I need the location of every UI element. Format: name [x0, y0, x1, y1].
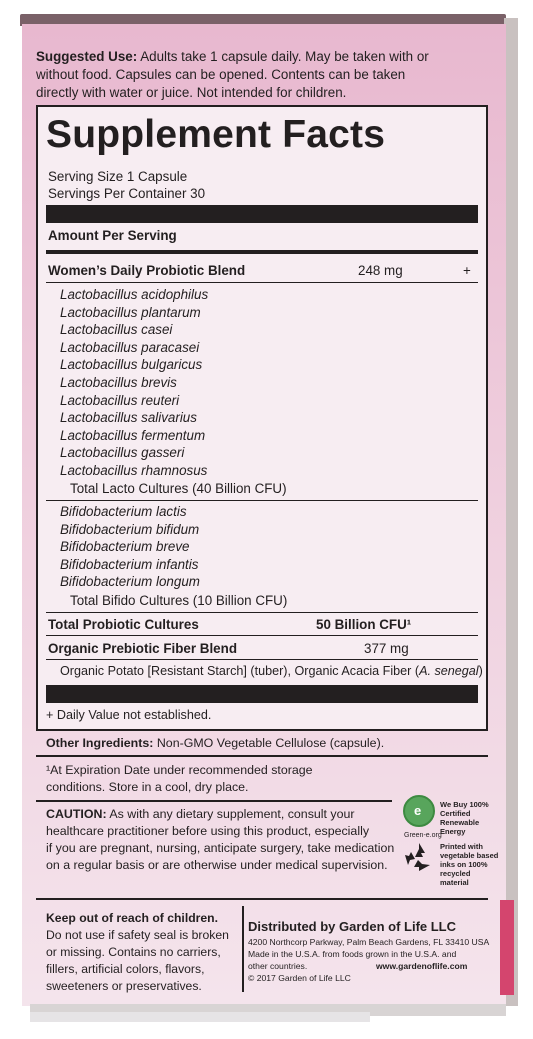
rule [46, 282, 478, 283]
keep-out-line3: fillers, artificial colors, flavors, [46, 962, 205, 976]
keep-out [46, 910, 238, 995]
amount-per-serving: Amount Per Serving [48, 228, 177, 243]
divider [36, 755, 488, 757]
caution [46, 806, 398, 874]
strain-item: Lactobacillus acidophilus [60, 287, 209, 302]
distributor [248, 918, 498, 984]
thick-rule-bottom [46, 685, 478, 703]
prebiotic-desc-end: ) [478, 664, 483, 678]
box-side-accent [500, 900, 514, 995]
suggested-use-text1: Adults take 1 capsule daily. May be taken with or [140, 49, 429, 64]
prebiotic-amount: 377 mg [364, 641, 409, 656]
suggested-use-label: Suggested Use: [36, 49, 138, 64]
suggested-use-text3: directly with water or juice. Not intended for children. [36, 85, 347, 100]
strain-item: Lactobacillus brevis [60, 375, 177, 390]
strain-item: Lactobacillus paracasei [60, 339, 200, 355]
leaf-icon: e [414, 803, 422, 818]
keep-out-line4: sweeteners or preservatives. [46, 979, 202, 993]
green-e-logo [403, 795, 435, 827]
supplement-facts-title: Supplement Facts [46, 113, 386, 156]
daily-value-note: + Daily Value not established. [46, 708, 212, 722]
distributor-address: 4200 Northcorp Parkway, Palm Beach Gardens, FL 33410 USA [248, 937, 490, 947]
rule [46, 612, 478, 613]
other-ingredients [46, 735, 486, 752]
distributor-heading: Distributed by Garden of Life LLC [248, 919, 457, 934]
prebiotic-desc-italic: A. senegal [419, 664, 479, 678]
divider [36, 800, 392, 802]
caution-label: CAUTION: [46, 807, 107, 821]
strain-item: Bifidobacterium breve [60, 539, 190, 555]
distributor-copyright: © 2017 Garden of Life LLC [248, 973, 351, 983]
strain-item: Bifidobacterium longum [60, 574, 200, 590]
box-side-edge [504, 18, 518, 1006]
recycle-text: Printed with vegetable based inks on 100% recycled material [440, 842, 499, 887]
expiration-line2: conditions. Store in a cool, dry place. [46, 780, 249, 794]
distributor-website[interactable]: www.gardenoflife.com [376, 961, 468, 971]
expiration-note [46, 762, 486, 796]
suggested-use [36, 48, 486, 102]
blend-plus: + [463, 263, 471, 278]
recycle-icon [402, 840, 436, 874]
suggested-use-text2: without food. Capsules can be opened. Contents can be taken [36, 67, 406, 82]
total-probiotic-amount: 50 Billion CFU¹ [316, 617, 412, 632]
total-lacto: Total Lacto Cultures (40 Billion CFU) [70, 481, 287, 496]
strain-item: Lactobacillus bulgaricus [60, 357, 203, 373]
total-bifido: Total Bifido Cultures (10 Billion CFU) [70, 593, 288, 608]
strain-item: Lactobacillus casei [60, 322, 173, 338]
medium-rule [46, 250, 478, 254]
strain-item: Lactobacillus reuteri [60, 392, 180, 408]
prebiotic-desc-text: Organic Potato [Resistant Starch] (tuber), Organic Acacia Fiber ( [60, 664, 420, 678]
green-e-text: We Buy 100% Certified Renewable Energy [440, 800, 489, 836]
distributor-made2-row [248, 960, 498, 972]
caution-line3: if you are pregnant, nursing, anticipate surgery, take medication [46, 841, 395, 855]
keep-out-line2: or missing. Contains no carriers, [46, 945, 221, 959]
strain-item: Lactobacillus fermentum [60, 427, 206, 443]
keep-out-heading: Keep out of reach of children. [46, 911, 218, 925]
strain-item: Lactobacillus salivarius [60, 410, 197, 426]
other-ingredients-text: Non-GMO Vegetable Cellulose (capsule). [156, 736, 385, 750]
prebiotic-desc [60, 664, 483, 678]
rule [46, 659, 478, 660]
distributor-made1: Made in the U.S.A. from foods grown in the U.S.A. and [248, 949, 457, 959]
blend-amount: 248 mg [358, 263, 403, 278]
strain-item: Bifidobacterium lactis [60, 504, 187, 519]
rule [46, 500, 478, 501]
rule [46, 635, 478, 636]
keep-out-line1: Do not use if safety seal is broken [46, 928, 229, 942]
blend-name: Women’s Daily Probiotic Blend [48, 263, 246, 278]
strain-item: Bifidobacterium infantis [60, 556, 199, 572]
strain-item: Lactobacillus rhamnosus [60, 463, 208, 478]
serving-size: Serving Size 1 Capsule [48, 169, 188, 184]
servings-per-container: Servings Per Container 30 [48, 186, 206, 201]
prebiotic-name: Organic Prebiotic Fiber Blend [48, 641, 237, 656]
strain-item: Lactobacillus plantarum [60, 304, 201, 320]
supplement-facts-panel [36, 105, 488, 731]
thick-rule-top [46, 205, 478, 223]
other-ingredients-label: Other Ingredients: [46, 736, 154, 750]
caution-line1: As with any dietary supplement, consult your [109, 807, 355, 821]
green-e-site: Green-e.org [404, 832, 442, 839]
expiration-line1: ¹At Expiration Date under recommended storage [46, 763, 313, 777]
strain-item: Lactobacillus gasseri [60, 445, 185, 461]
distributor-made2: other countries. [248, 961, 308, 971]
total-probiotic: Total Probiotic Cultures [48, 617, 199, 632]
divider [36, 898, 488, 900]
box-bottom-flap [30, 1012, 370, 1022]
caution-line2: healthcare practitioner before using this product, especially [46, 824, 370, 838]
strain-item: Bifidobacterium bifidum [60, 521, 200, 537]
caution-line4: on a regular basis or are otherwise under medical supervision. [46, 858, 388, 872]
vertical-divider [242, 906, 244, 992]
